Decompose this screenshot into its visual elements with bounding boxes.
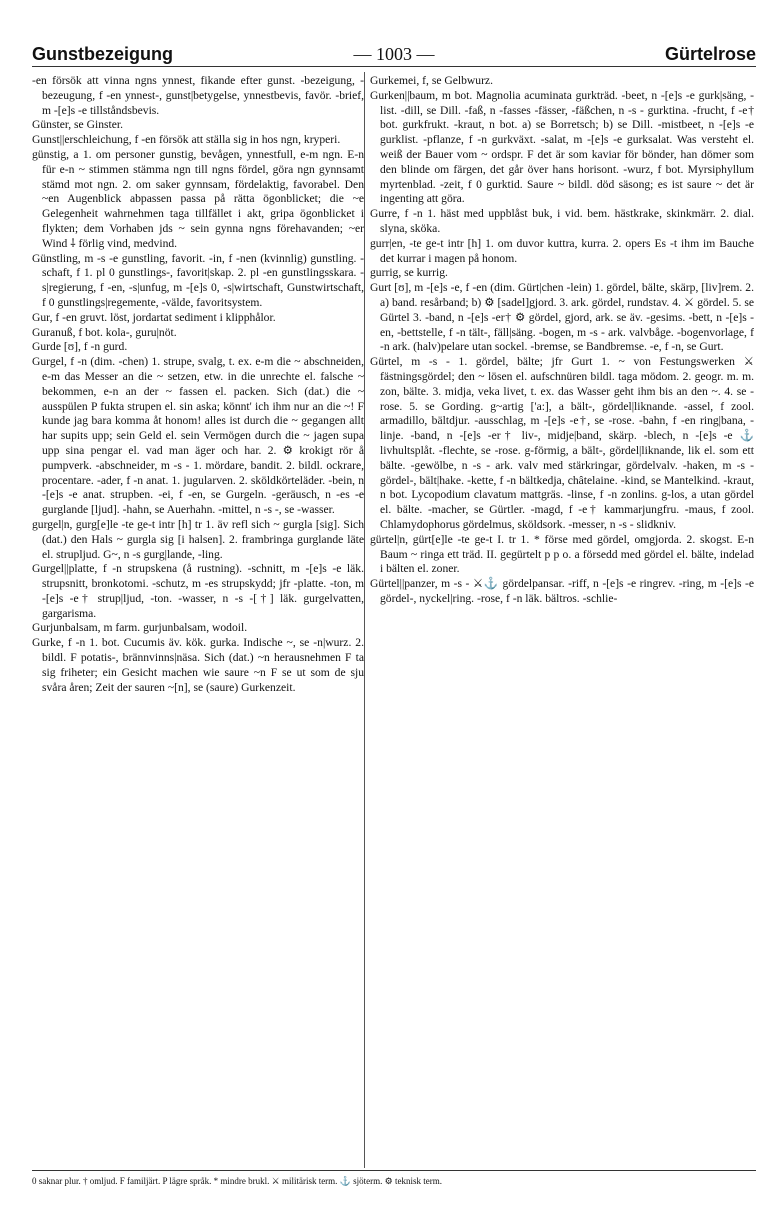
entry: Gurkemei, f, se Gelbwurz. bbox=[370, 74, 493, 87]
entry: Gurgel||platte, f -n strupskena (å rustning). -schnitt, m -[e]s -e läk. strupsnitt, bronkotomi. -schutz, m -es strupskydd; jfr -platte. -ton, m -[e]s -e† strup|ljud, -ton. -wasser, n -s -[†] läk. gurgelvatten, gargarisma. bbox=[32, 562, 364, 620]
page-number: — 1003 — bbox=[353, 44, 435, 64]
abbreviation-legend: 0 saknar plur. † omljud. F familjärt. P lägre språk. * mindre brukl. ⚔ militärisk term. ⚓ sjöterm. ⚙ teknisk term. bbox=[32, 1176, 442, 1186]
entry: Gürtel||panzer, m -s - ⚔⚓ gördelpansar. -riff, n -[e]s -e ringrev. -ring, m -[e]s -e gördel-, nyckel|ring. -rose, f -n läk. bältros. -schlie- bbox=[370, 577, 754, 605]
entry: Gurjunbalsam, m farm. gurjunbalsam, wodoil. bbox=[32, 621, 248, 635]
entry: Gurken||baum, m bot. Magnolia acuminata gurkträd. -beet, n -[e]s -e gurk|säng, -list. -dill, se Dill. -faß, n -fasses -fässer, -fäßchen, n -s - gurktina. -frucht, f -e† bot. gurkfrukt. -kraut, n bot. a) se Borretsch; b) se Dill. -mistbeet, n -[e]s -e gurklist. -pflanze, f -n gurkväxt. -salat, m -[e]s -e gurksalat. Was versteht el. weiß der Bauer vom ~ ordspr. F det är som kaviar för bönder, han dömer som den blinde om färgen, det går över hans horisont. -wurz, f bot. Myrsiphyllum myrtenblad. -zeit, f 0 gurktid. Saure ~ bildl. död säsong; es ist saure ~ det är ingenting att göra. bbox=[370, 88, 754, 206]
footer-rule bbox=[32, 1170, 756, 1171]
entry: gurrig, se kurrig. bbox=[370, 266, 448, 280]
header-right-guideword: Gürtelrose bbox=[664, 44, 756, 64]
column-divider bbox=[364, 72, 365, 1168]
entry: Günstling, m -s -e gunstling, favorit. -in, f -nen (kvinnlig) gunstling. -schaft, f 1. pl 0 gunstlings-, favorit|skap. 2. pl -en gunstlingsskara. -s|regierung, f -en, -s|unfug, m -[e]s 0, -s|wirtschaft, Gunstwirtschaft, f 0 gunstlings|regemente, -välde, favoritsystem. bbox=[32, 251, 364, 309]
left-column bbox=[32, 74, 364, 695]
entry: gurr|en, -te ge-t intr [h] 1. om duvor kuttra, kurra. 2. opers Es -t ihm im Bauche det kurrar i magen på honom. bbox=[370, 236, 754, 265]
header-left-guideword: Gunstbezeigung bbox=[32, 44, 173, 64]
entry: Gurke, f -n 1. bot. Cucumis äv. kök. gurka. Indische ~, se -n|wurz. 2. bildl. F potatis-, brännvinns|näsa. Sich (dat.) ~n herausnehmen F ta sig friheter; ein Gesicht machen wie saure ~n F se ut som de sju svåra åren; Zeit der sauren ~[n], se (saure) Gurkenzeit. bbox=[32, 636, 364, 694]
entry: gürtel|n, gürt[e]le -te ge-t I. tr 1. * förse med gördel, omgjorda. 2. skogst. E-n Baum ~ ringa ett träd. II. gegürtelt p p o. a försedd med gördel el. bälte, indelad i bälten el. zoner. bbox=[370, 532, 754, 576]
entry: Gürtel, m -s - 1. gördel, bälte; jfr Gurt 1. ~ von Festungswerken ⚔ fästningsgördel; den ~ lösen el. aufschnüren bildl. taga mödom. 2. geogr. m. m. zon, bälte. 3. midja, veka livet, t. ex. das Wasser geht ihm bis an den ~. 4. se -rose. 5. se Gording. g~artig ['a:], a bält-, gördel|liknande. -assel, f zool. armadillo, bältdjur. -ausschlag, m -[e]s -e†, se -rose. -bahn, f -en ring|bana, -linje. -band, n -[e]s -er† liv-, midje|band, skärp. -blech, n -[e]s -e ⚓ livhultsplåt. -flechte, se -rose. g-förmig, a bält-, gördel|liknande, lik el. som ett bälte. -gewölbe, n -s - ark. valv med stärkringar, gördelvalv. -haken, m -s - gördel-, bält|hake. -kette, f -n bältkedja, châtelaine. -kind, se Mantelkind. -kraut, n bot. Lycopodium clavatum mattgräs. -linse, f -n zonlins. g-los, a utan gördel el. bälte. -macher, se Gürtler. -magd, f -e† kammarjungfru. -maus, f zool. Chlamydophorus gördelmus, sköldsork. -messer, n -s - slidkniv. bbox=[370, 355, 754, 531]
entry: Gurde [ʊ], f -n gurd. bbox=[32, 340, 128, 354]
entry: gurgel|n, gurg[e]le -te ge-t intr [h] tr 1. äv refl sich ~ gurgla [sig]. Sich (dat.) den Hals ~ gurgla sig [i halsen]. 2. frambringa gurglande läte el. strupljud. G~, n -s gurg|lande, -ling. bbox=[32, 517, 364, 561]
entry: günstig, a 1. om personer gunstig, bevågen, ynnestfull, e-m ngn. E-n für e-n ~ stimmen stämma ngn till ngns fördel, göra ngn gynnsamt stämd mot ngn. 2. om saker gynnsam, fördelaktig, favorabel. Den ~en Augenblick abpassen passa på rätta ögonblicket; die ~e Gelegenheit wahrnehmen taga tillfället i akt, gripa ögonblicket i flykten; dem Vorhaben jds ~ sein gynna ngns förehavanden; ~er Wind ⸸ förlig vind, medvind. bbox=[32, 147, 364, 250]
entry: Gunst||erschleichung, f -en försök att ställa sig in hos ngn, kryperi. bbox=[32, 133, 341, 147]
entry: -en försök att vinna ngns ynnest, fikande efter gunst. -bezeigung, -bezeugung, f -en ynnest-, gunst|betygelse, ynnestbevis, favör. -brief, m -[e]s -e tillståndsbevis. bbox=[32, 74, 364, 117]
entry: Günster, se Ginster. bbox=[32, 118, 123, 132]
right-column bbox=[370, 74, 754, 607]
entry: Gurt [ʊ], m -[e]s -e, f -en (dim. Gürt|chen -lein) 1. gördel, bälte, skärp, [liv]rem. 2. a) band. resårband; b) ⚙ [sadel]gjord. 3. ark. gördel, rundstav. 4. ⚔ gördel. 5. se Gürtel 3. -band, n -[e]s -er† ⚙ gördel, gjord, ark. se äv. -gesims. -bett, n -[e]s -en, -bettstelle, f -n tält-, fäll|säng. -bogen, m -s - ark. valvbåge. -bogenvorlage, f -n ark. (halv)pelare utan sockel. -bremse, se Bandbremse. -e, f -n, se Gurt. bbox=[370, 281, 754, 354]
entry: Guranuß, f bot. kola-, guru|nöt. bbox=[32, 325, 177, 339]
entry: Gurgel, f -n (dim. -chen) 1. strupe, svalg, t. ex. e-m die ~ abschneiden, e-m das Messer an die ~ setzen, etw. in die unrechte el. falsche ~ bekommen, e-n an der ~ fassen el. packen. Sich (dat.) die ~ ausspülen P fukta strupen el. sin aska; könnt' ich ihm nur an die ~! F kunde jag bara komma åt honom! alles ist durch die ~ gegangen allt har supits upp; sein Geld el. sein Vermögen durch die ~ jagen supa upp sina pengar el. vad man äger och har. 2. ⚙ krokigt rör å pumpverk. -abschneider, m -s - 1. mördare, bandit. 2. bildl. ockrare, procentare. -ader, f -n anat. 1. jugularven. 2. sköldkörteläder. -bein, n -[e]s -e anat. strupben. -ei, f -en, se Gurgeln. -geräusch, n -es -e gurglande [ljud]. -hahn, se Auerhahn. -mittel, n -s -, se -wasser. bbox=[32, 355, 364, 517]
header-rule bbox=[32, 66, 756, 67]
entry: Gurre, f -n 1. häst med uppblåst buk, i vid. bem. hästkrake, skinkmärr. 2. dial. slyna, sköka. bbox=[370, 207, 754, 235]
entry: Gur, f -en gruvt. löst, jordartat sediment i klipphålor. bbox=[32, 310, 276, 324]
